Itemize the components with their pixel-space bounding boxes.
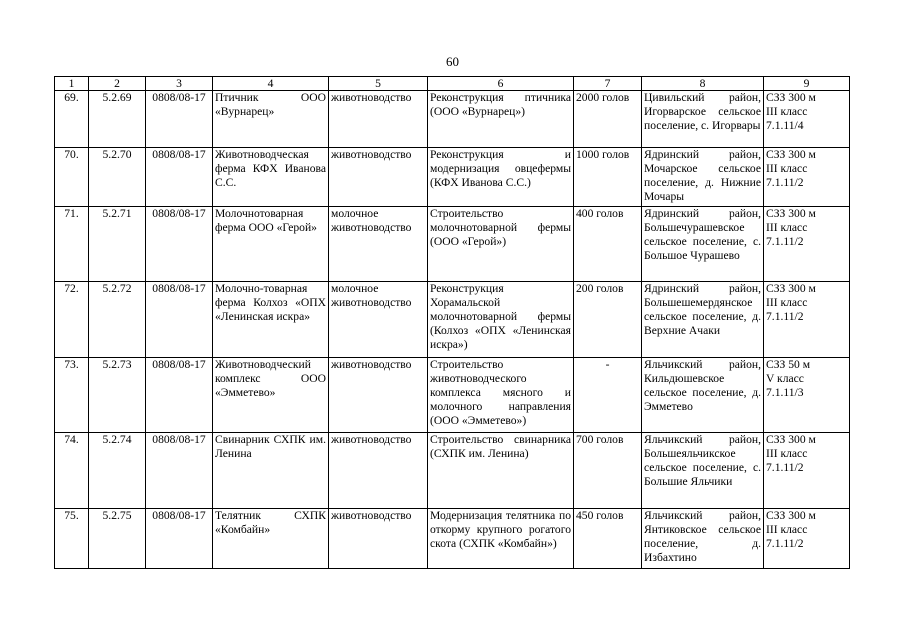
row-capacity: 400 голов xyxy=(574,207,642,282)
table-row xyxy=(55,91,850,148)
row-szz xyxy=(764,358,850,433)
row-location: Яльчикский район, Янтиковское сельское поселение, д. Избахтино xyxy=(642,509,764,569)
row-szz xyxy=(764,282,850,358)
row-activity: животноводство xyxy=(329,509,428,569)
row-object: Птичник ООО «Вурнарец» xyxy=(213,91,329,148)
column-header: 8 xyxy=(642,77,764,91)
row-activity: животноводство xyxy=(329,148,428,207)
row-location: Цивильский район, Игорварское сельское поселение, с. Игорвары xyxy=(642,91,764,148)
column-header: 9 xyxy=(764,77,850,91)
row-capacity: 200 голов xyxy=(574,282,642,358)
table-body xyxy=(55,91,850,569)
table-row xyxy=(55,282,850,358)
table-row xyxy=(55,433,850,509)
table-row xyxy=(55,358,850,433)
row-code: 5.2.73 xyxy=(89,358,146,433)
row-object: Животноводческий комплекс ООО «Эмметево» xyxy=(213,358,329,433)
row-code: 5.2.75 xyxy=(89,509,146,569)
row-section: 0808/08-17 xyxy=(146,509,213,569)
row-number: 70. xyxy=(55,148,89,207)
table-row xyxy=(55,148,850,207)
row-code: 5.2.69 xyxy=(89,91,146,148)
row-szz xyxy=(764,207,850,282)
row-section: 0808/08-17 xyxy=(146,207,213,282)
objects-table xyxy=(54,76,850,569)
row-number: 74. xyxy=(55,433,89,509)
row-activity: молочное животноводство xyxy=(329,282,428,358)
row-capacity: 2000 голов xyxy=(574,91,642,148)
row-activity: животноводство xyxy=(329,433,428,509)
row-measure: Строительство животноводческого комплекса мясного и молочного направления (ООО «Эмметево») xyxy=(428,358,574,433)
row-code: 5.2.70 xyxy=(89,148,146,207)
column-header: 3 xyxy=(146,77,213,91)
row-object: Молочнотоварная ферма ООО «Герой» xyxy=(213,207,329,282)
row-section: 0808/08-17 xyxy=(146,433,213,509)
row-szz-text: СЗЗ 300 м III класс 7.1.11/2 xyxy=(766,433,816,474)
row-number: 69. xyxy=(55,91,89,148)
column-header: 5 xyxy=(329,77,428,91)
row-szz-text: СЗЗ 50 м V класс 7.1.11/3 xyxy=(766,358,811,399)
row-location: Ядринский район, Большечурашевское сельское поселение, с. Большое Чурашево xyxy=(642,207,764,282)
column-header: 1 xyxy=(55,77,89,91)
row-szz xyxy=(764,509,850,569)
row-activity: животноводство xyxy=(329,91,428,148)
table-row xyxy=(55,207,850,282)
row-activity: животноводство xyxy=(329,358,428,433)
row-measure: Строительство свинарника (СХПК им. Ленина) xyxy=(428,433,574,509)
row-szz-text: СЗЗ 300 м III класс 7.1.11/2 xyxy=(766,207,816,248)
row-szz xyxy=(764,148,850,207)
row-number: 71. xyxy=(55,207,89,282)
row-location: Ядринский район, Мочарское сельское поселение, д. Нижние Мочары xyxy=(642,148,764,207)
row-szz-text: СЗЗ 300 м III класс 7.1.11/2 xyxy=(766,282,816,323)
row-section: 0808/08-17 xyxy=(146,91,213,148)
table-header xyxy=(55,77,850,91)
table-row xyxy=(55,509,850,569)
row-code: 5.2.74 xyxy=(89,433,146,509)
row-location: Яльчикский район, Большеяльчикское сельское поселение, с. Большие Яльчики xyxy=(642,433,764,509)
row-szz-text: СЗЗ 300 м III класс 7.1.11/2 xyxy=(766,148,816,189)
row-object: Молочно-товарная ферма Колхоз «ОПХ «Ленинская искра» xyxy=(213,282,329,358)
column-header: 7 xyxy=(574,77,642,91)
row-measure: Строительство молочнотоварной фермы (ООО «Герой») xyxy=(428,207,574,282)
row-object: Телятник СХПК «Комбайн» xyxy=(213,509,329,569)
row-section: 0808/08-17 xyxy=(146,358,213,433)
column-header: 4 xyxy=(213,77,329,91)
row-szz xyxy=(764,433,850,509)
row-object: Животноводческая ферма КФХ Иванова С.С. xyxy=(213,148,329,207)
row-location: Ядринский район, Большешемердянское сельское поселение, д. Верхние Ачаки xyxy=(642,282,764,358)
row-measure: Реконструкция Хорамальской молочнотоварной фермы (Колхоз «ОПХ «Ленинская искра») xyxy=(428,282,574,358)
row-szz-text: СЗЗ 300 м III класс 7.1.11/4 xyxy=(766,91,816,132)
row-section: 0808/08-17 xyxy=(146,282,213,358)
row-measure: Реконструкция и модернизация овцефермы (КФХ Иванова С.С.) xyxy=(428,148,574,207)
row-capacity: 700 голов xyxy=(574,433,642,509)
row-szz-text: СЗЗ 300 м III класс 7.1.11/2 xyxy=(766,509,816,550)
row-section: 0808/08-17 xyxy=(146,148,213,207)
row-activity: молочное животноводство xyxy=(329,207,428,282)
row-code: 5.2.71 xyxy=(89,207,146,282)
row-code: 5.2.72 xyxy=(89,282,146,358)
column-header: 6 xyxy=(428,77,574,91)
row-number: 73. xyxy=(55,358,89,433)
row-capacity: 450 голов xyxy=(574,509,642,569)
row-capacity: 1000 голов xyxy=(574,148,642,207)
row-measure: Реконструкция птичника (ООО «Вурнарец») xyxy=(428,91,574,148)
row-location: Яльчикский район, Кильдюшевское сельское поселение, д. Эмметево xyxy=(642,358,764,433)
header-row xyxy=(55,77,850,91)
row-object: Свинарник СХПК им. Ленина xyxy=(213,433,329,509)
row-number: 75. xyxy=(55,509,89,569)
row-capacity: - xyxy=(574,358,642,433)
column-header: 2 xyxy=(89,77,146,91)
row-measure: Модернизация телятника по откорму крупного рогатого скота (СХПК «Комбайн») xyxy=(428,509,574,569)
row-szz xyxy=(764,91,850,148)
row-number: 72. xyxy=(55,282,89,358)
page-number: 60 xyxy=(446,54,459,69)
